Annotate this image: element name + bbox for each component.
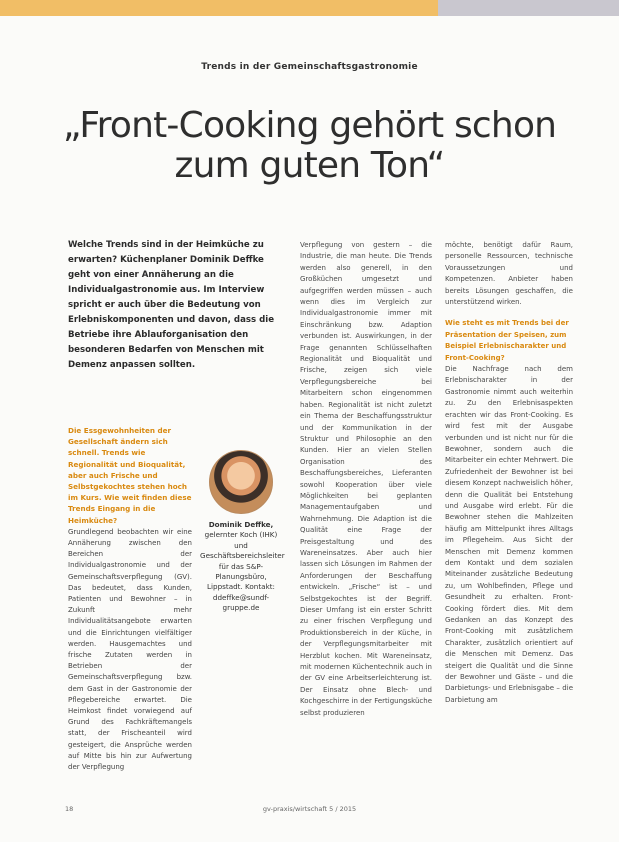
- top-bar-gray-segment: [438, 0, 619, 16]
- author-name: Dominik Deffke,: [208, 520, 274, 529]
- top-bar-orange-segment: [0, 0, 438, 16]
- interview-question-2: Wie steht es mit Trends bei der Präsentation der Speisen, zum Beispiel Erlebnischarakter und Front-Cooking?: [445, 319, 569, 362]
- interview-question-1: Die Essgewohnheiten der Gesellschaft ändern sich schnell. Trends wie Regionalität und Bioqualität, aber auch Frische und Selbstgekochtes stehen hoch im Kurs. Wie weit finden diese Trends Eingang in die Heimküche?: [68, 426, 192, 525]
- column-3-text: möchte, benötigt dafür Raum, personelle Ressourcen, technische Voraussetzungen und Kompetenzen. Anbieter haben bereits Lösungen geschaffen, die unterstützend wirken.: [445, 241, 573, 307]
- lead-text: Welche Trends sind in der Heimküche zu erwarten? Küchenplaner Dominik Deffke geht von einer Annäherung an die Individualgastronomie aus. Im Interview spricht er auch über die Bedeutung von Erlebniskomponenten und davon, dass die Betriebe ihre Ablauforganisation den besonderen Bedarfen von Menschen mit Demenz anpassen sollten.: [68, 240, 275, 370]
- author-portrait: [209, 450, 273, 514]
- page-number: 18: [65, 805, 74, 813]
- section-kicker: Trends in der Gemeinschaftsgastronomie: [201, 62, 418, 72]
- author-caption: [200, 520, 285, 614]
- column-2-text: Verpflegung von gestern – die Industrie, die man heute. Die Trends werden also generell, in den Großküchen umgesetzt und aufgegriffen werden müssen – auch wenn dies im Vergleich zur Individualgastronomie immer mit Einschränkung bzw. Adaption verbunden ist. Auswirkungen, in der Frage genannten Schlüsselhaften Regionalität und Bioqualität und Frische, zeigen sich viele Verpflegungsbereiche bei Mitarbeitern schon eingenommen haben. Regionalität ist nicht zuletzt ein Thema der Beschaffungsstruktur und der Kommunikation in der Struktur und Philosophie an den Kunden. Hier an vielen Stellen Organisation des Beschaffungsbereiches, Lieferanten sowohl Kooperation über viele Möglichkeiten bei geplanten Managementaufgaben und Wahrnehmung. Die Adaption ist die Qualität eine Frage der Preisgestaltung und des Wareneinsatzes. Aber auch hier lassen sich Lösungen im Rahmen der Anforderungen der Beschaffung entwickeln. „Frische“ ist – und Selbstgekochtes ist der Begriff. Dieser Umfang ist ein erster Schritt zu einer frischen Verpflegung und Produktionsbereich in der Küche, in der Verpflegungsmitarbeiter mit Herzblut kochen. Mit Wareneinsatz, mit modernen Küchentechnik auch in der GV eine Arbeitserleichterung ist. Der Einsatz ohne Blech- und Kochgeschirre in der Fertigungsküche selbst produzieren: [300, 241, 432, 717]
- column-2: [300, 240, 432, 719]
- magazine-issue: gv-praxis/wirtschaft 5 / 2015: [262, 805, 357, 813]
- column-1: [68, 425, 192, 773]
- article-lead: [68, 238, 280, 373]
- column-1-text: Grundlegend beobachten wir eine Annäherung zwischen den Bereichen der Individualgastronomie und der Gemeinschaftsverpflegung (GV). Das bedeutet, dass Kunden, Patienten und Bewohner – in Zukunft mehr Individualitätsangebote erwarten und die Einrichtungen vielfältiger werden. Hausgemachtes und frische Zutaten werden in Betrieben der Gemeinschaftsverpflegung bzw. dem Gast in der Gastronomie der Pflegebereiche erwartet. Die Heimkost findet vorwiegend auf Grund des Fachkräftemangels statt, der Frischeanteil wird gesteigert, die Ansprüche werden auf Mitte bis hin zur Aufwertung der Verpflegung: [68, 527, 192, 772]
- top-color-bar: [0, 0, 619, 16]
- column-3-text-2: Die Nachfrage nach dem Erlebnischarakter in der Gastronomie nimmt auch weiterhin zu. Zu den Erlebnisaspekten erachten wir das Front-Cooking. Es wird fest mit der Ausgabe verbunden und ist nicht nur für die Bewohner, sondern auch die Mitarbeiter ein echter Mehrwert. Die Zufriedenheit der Bewohner ist bei diesem Konzept nachweislich höher, denn die Qualität bei Entstehung und Ausgabe wird erlebt. Für die Bewohner stehen die Mahlzeiten häufig am Mittelpunkt ihres Alltags im Pflegeheim. Aus Sicht der Menschen mit Demenz kommen dem Kontakt und dem sozialen Miteinander zusätzliche Bedeutung zu, um Wohlbefinden, Pflege und Gesundheit zu erhalten. Front-Cooking fördert dies. Mit dem Gedanken an das Konzept des Front-Cooking mit zusätzlichem Charakter, zusätzlich orientiert auf die Menschen mit Demenz. Das steigert die Qualität und die Sinne der Bewohner und Gäste – und die Darbietungs- und Erlebnisgabe – die Darbietung am: [445, 365, 573, 704]
- author-box: [200, 450, 285, 614]
- author-email: ddeffke@sundf-gruppe.de: [212, 592, 270, 613]
- article-headline: „Front-Cooking gehört schon zum guten Ton“: [62, 105, 557, 186]
- author-bio: gelernter Koch (IHK) und Geschäftsbereichsleiter für das S&P-Planungsbüro, Lippstadt. Kontakt:: [200, 530, 285, 592]
- column-3: [445, 240, 573, 706]
